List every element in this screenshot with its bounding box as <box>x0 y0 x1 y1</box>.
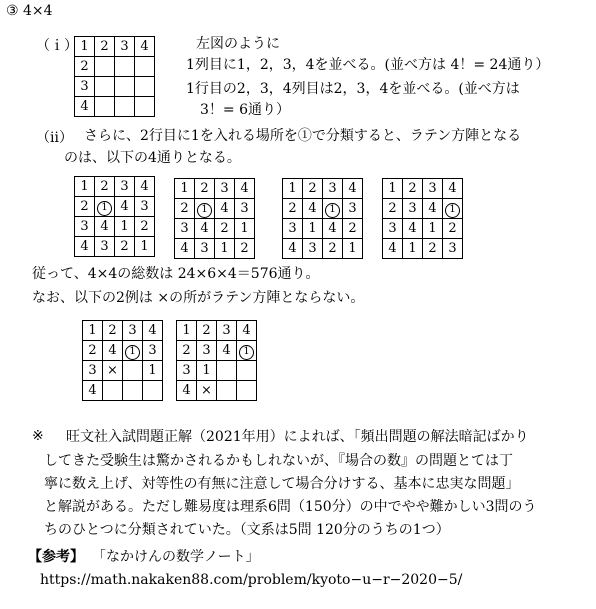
grid-cell: 3 <box>195 239 215 259</box>
grid-cell <box>115 57 135 77</box>
grid-cell <box>115 97 135 117</box>
grid-cell: 1 <box>143 361 163 381</box>
grid-cell: 2 <box>323 239 343 259</box>
grid-cell: 2 <box>95 177 115 197</box>
grid-cell <box>95 77 115 97</box>
grid-row <box>177 341 257 361</box>
grid-cell: × <box>197 381 217 401</box>
remark-line-5: ちのひとつに分類されていた。（文系は5問 120分のうちの1つ） <box>44 522 450 538</box>
grid-cell: 1 <box>83 321 103 341</box>
grid-cell: 4 <box>283 239 303 259</box>
grid-cell: 2 <box>75 197 95 217</box>
grid-cell <box>237 361 257 381</box>
grid-cell: 3 <box>215 179 235 199</box>
grid-cell: 4 <box>303 199 323 219</box>
grid-cell: 1 <box>383 179 403 199</box>
grid-cell: 2 <box>403 179 423 199</box>
grid-cell: 2 <box>215 219 235 239</box>
grid-cell: 4 <box>143 321 163 341</box>
grid-row <box>75 97 155 117</box>
circled-one-marker: 1 <box>197 203 212 218</box>
grid-cell: 4 <box>443 179 463 199</box>
grid-cell: 3 <box>75 77 95 97</box>
grid-cell: 4 <box>237 321 257 341</box>
grid-cell: 3 <box>197 341 217 361</box>
grid-cell: 1 <box>115 217 135 237</box>
grid-cell <box>115 77 135 97</box>
grid-cell: 4 <box>383 239 403 259</box>
grid-cell <box>123 361 143 381</box>
grid-cell: 3 <box>217 321 237 341</box>
grid-cell <box>95 197 115 217</box>
grid-cell: 2 <box>75 57 95 77</box>
grid-cell <box>123 341 143 361</box>
grid-cell: 2 <box>95 37 115 57</box>
grid-cell: 4 <box>403 219 423 239</box>
grid-cell <box>135 97 155 117</box>
grid-row <box>175 239 255 259</box>
grid-cell: 4 <box>103 341 123 361</box>
grid-cell: 2 <box>343 219 363 239</box>
grid-cell <box>123 381 143 401</box>
grid-cell: 3 <box>177 361 197 381</box>
grid-row <box>283 199 363 219</box>
part2-label: （ⅱ） <box>36 130 73 146</box>
grid-cell: 4 <box>195 219 215 239</box>
grid-row <box>177 361 257 381</box>
grid-cell: 3 <box>283 219 303 239</box>
grid-cell: 4 <box>75 237 95 257</box>
grid-cell: 1 <box>135 237 155 257</box>
grid-cell: 2 <box>235 239 255 259</box>
circled-one-marker: 1 <box>239 345 254 360</box>
grid-cell <box>95 57 115 77</box>
grid-cell: 3 <box>115 37 135 57</box>
part1-line-4: 3！= 6通り） <box>200 102 290 118</box>
grid-row <box>177 381 257 401</box>
grid-cell: 4 <box>115 197 135 217</box>
grid-cell: 4 <box>323 219 343 239</box>
grid-cell: 2 <box>175 199 195 219</box>
remark-line-1: 旺文社入試問題正解（2021年用）によれば、「頻出問題の解法暗記ばかり <box>66 429 529 445</box>
grid-row <box>75 37 155 57</box>
circled-one-marker: 1 <box>325 203 340 218</box>
grid-cell: 1 <box>235 219 255 239</box>
grid-cell: 3 <box>135 197 155 217</box>
grid-cell <box>135 57 155 77</box>
grid-cell <box>103 381 123 401</box>
grid-row <box>75 217 155 237</box>
grid-cell: 4 <box>83 381 103 401</box>
grid-cell: 3 <box>123 321 143 341</box>
part1-line-1: 左図のように <box>196 36 280 52</box>
grid-row <box>83 361 163 381</box>
grid-row <box>75 237 155 257</box>
part1-grid <box>74 36 155 117</box>
grid-row <box>383 219 463 239</box>
grid-cell: 3 <box>403 199 423 219</box>
grid-cell: 1 <box>75 177 95 197</box>
remark-line-2: してきた受験生は驚かされるかもしれないが、『場合の数』の問題とては丁 <box>44 453 513 469</box>
failing-square-1 <box>82 320 163 401</box>
grid-cell: 2 <box>283 199 303 219</box>
latin-square-2 <box>174 178 255 259</box>
grid-cell <box>95 97 115 117</box>
grid-cell: 3 <box>443 239 463 259</box>
grid-cell: 1 <box>343 239 363 259</box>
grid-cell <box>323 199 343 219</box>
section-heading: ③ 4×4 <box>6 3 53 19</box>
grid-row <box>383 179 463 199</box>
grid-cell: 4 <box>95 217 115 237</box>
reference-label: 【参考】 <box>28 549 84 565</box>
note-text: なお、以下の2例は ×の所がラテン方陣とならない。 <box>32 290 365 306</box>
latin-square-3 <box>282 178 363 259</box>
grid-row <box>383 199 463 219</box>
grid-row <box>175 219 255 239</box>
grid-row <box>177 321 257 341</box>
remark-line-4: と解説がある。ただし難易度は理系6問（150分）の中でやや難かしい3問のう <box>44 499 537 515</box>
grid-cell: 3 <box>83 361 103 381</box>
grid-cell <box>135 77 155 97</box>
remark-line-3: 寧に数え上げ、対等性の有無に注意して場合分けする、基本に忠実な問題」 <box>44 476 520 492</box>
latin-square-1 <box>74 176 155 257</box>
grid-cell: 1 <box>303 219 323 239</box>
grid-cell: 1 <box>283 179 303 199</box>
latin-square-4 <box>382 178 463 259</box>
grid-cell: 3 <box>175 219 195 239</box>
grid-cell: 2 <box>197 321 217 341</box>
grid-cell: 2 <box>103 321 123 341</box>
circled-one-marker: 1 <box>445 203 460 218</box>
grid-cell: 3 <box>95 237 115 257</box>
grid-row <box>175 199 255 219</box>
grid-cell: 4 <box>217 341 237 361</box>
grid-cell <box>217 361 237 381</box>
reference-title: 「なかけんの数学ノート」 <box>92 549 260 565</box>
circled-one-marker: 1 <box>97 201 112 216</box>
remark-mark: ※ <box>32 428 44 444</box>
grid-row <box>283 219 363 239</box>
grid-cell: 4 <box>235 179 255 199</box>
grid-cell: 4 <box>423 199 443 219</box>
grid-cell: 3 <box>343 199 363 219</box>
grid-row <box>75 77 155 97</box>
grid-cell <box>237 341 257 361</box>
grid-cell: 2 <box>443 219 463 239</box>
failing-square-2 <box>176 320 257 401</box>
grid-row <box>383 239 463 259</box>
reference-url[interactable]: https://math.nakaken88.com/problem/kyoto−u−r−2020−5/ <box>40 572 463 588</box>
part1-line-2: 1列目に1，2，3，4を並べる。(並べ方は 4！= 24通り） <box>186 57 550 73</box>
grid-cell: × <box>103 361 123 381</box>
grid-row <box>175 179 255 199</box>
grid-cell: 2 <box>83 341 103 361</box>
grid-cell: 1 <box>175 179 195 199</box>
grid-row <box>83 321 163 341</box>
circled-one-marker: 1 <box>125 345 140 360</box>
grid-cell: 3 <box>115 177 135 197</box>
grid-cell <box>143 381 163 401</box>
grid-cell: 2 <box>135 217 155 237</box>
grid-cell: 4 <box>343 179 363 199</box>
grid-row <box>75 177 155 197</box>
conclusion-text: 従って、4×4の総数は 24×6×4＝576通り。 <box>32 266 320 282</box>
grid-row <box>83 381 163 401</box>
part2-line-2: のは、以下の4通りとなる。 <box>64 150 241 166</box>
grid-cell: 3 <box>75 217 95 237</box>
grid-row <box>75 197 155 217</box>
grid-cell: 4 <box>215 199 235 219</box>
grid-cell: 1 <box>403 239 423 259</box>
grid-cell: 2 <box>177 341 197 361</box>
grid-cell: 1 <box>177 321 197 341</box>
grid-cell: 2 <box>115 237 135 257</box>
grid-row <box>283 239 363 259</box>
grid-cell: 4 <box>177 381 197 401</box>
part1-line-3: 1行目の2，3，4列目は2，3，4を並べる。(並べ方は <box>186 81 520 97</box>
grid-cell: 3 <box>383 219 403 239</box>
grid-cell: 3 <box>235 199 255 219</box>
grid-cell <box>237 381 257 401</box>
grid-cell: 2 <box>423 239 443 259</box>
grid-cell: 1 <box>197 361 217 381</box>
grid-cell: 2 <box>383 199 403 219</box>
grid-cell: 1 <box>75 37 95 57</box>
grid-cell: 1 <box>423 219 443 239</box>
grid-cell <box>217 381 237 401</box>
grid-cell: 2 <box>195 179 215 199</box>
grid-row <box>283 179 363 199</box>
grid-row <box>83 341 163 361</box>
grid-cell: 1 <box>215 239 235 259</box>
grid-cell <box>443 199 463 219</box>
grid-cell <box>195 199 215 219</box>
grid-cell: 2 <box>303 179 323 199</box>
grid-cell: 3 <box>303 239 323 259</box>
grid-cell: 3 <box>423 179 443 199</box>
part1-label: （ｉ） <box>36 38 78 54</box>
grid-cell: 4 <box>75 97 95 117</box>
grid-cell: 4 <box>135 177 155 197</box>
grid-cell: 4 <box>175 239 195 259</box>
part2-line-1: さらに、2行目に1を入れる場所を①で分類すると、ラテン方陣となる <box>84 128 522 144</box>
grid-row <box>75 57 155 77</box>
grid-cell: 3 <box>143 341 163 361</box>
grid-cell: 3 <box>323 179 343 199</box>
grid-cell: 4 <box>135 37 155 57</box>
